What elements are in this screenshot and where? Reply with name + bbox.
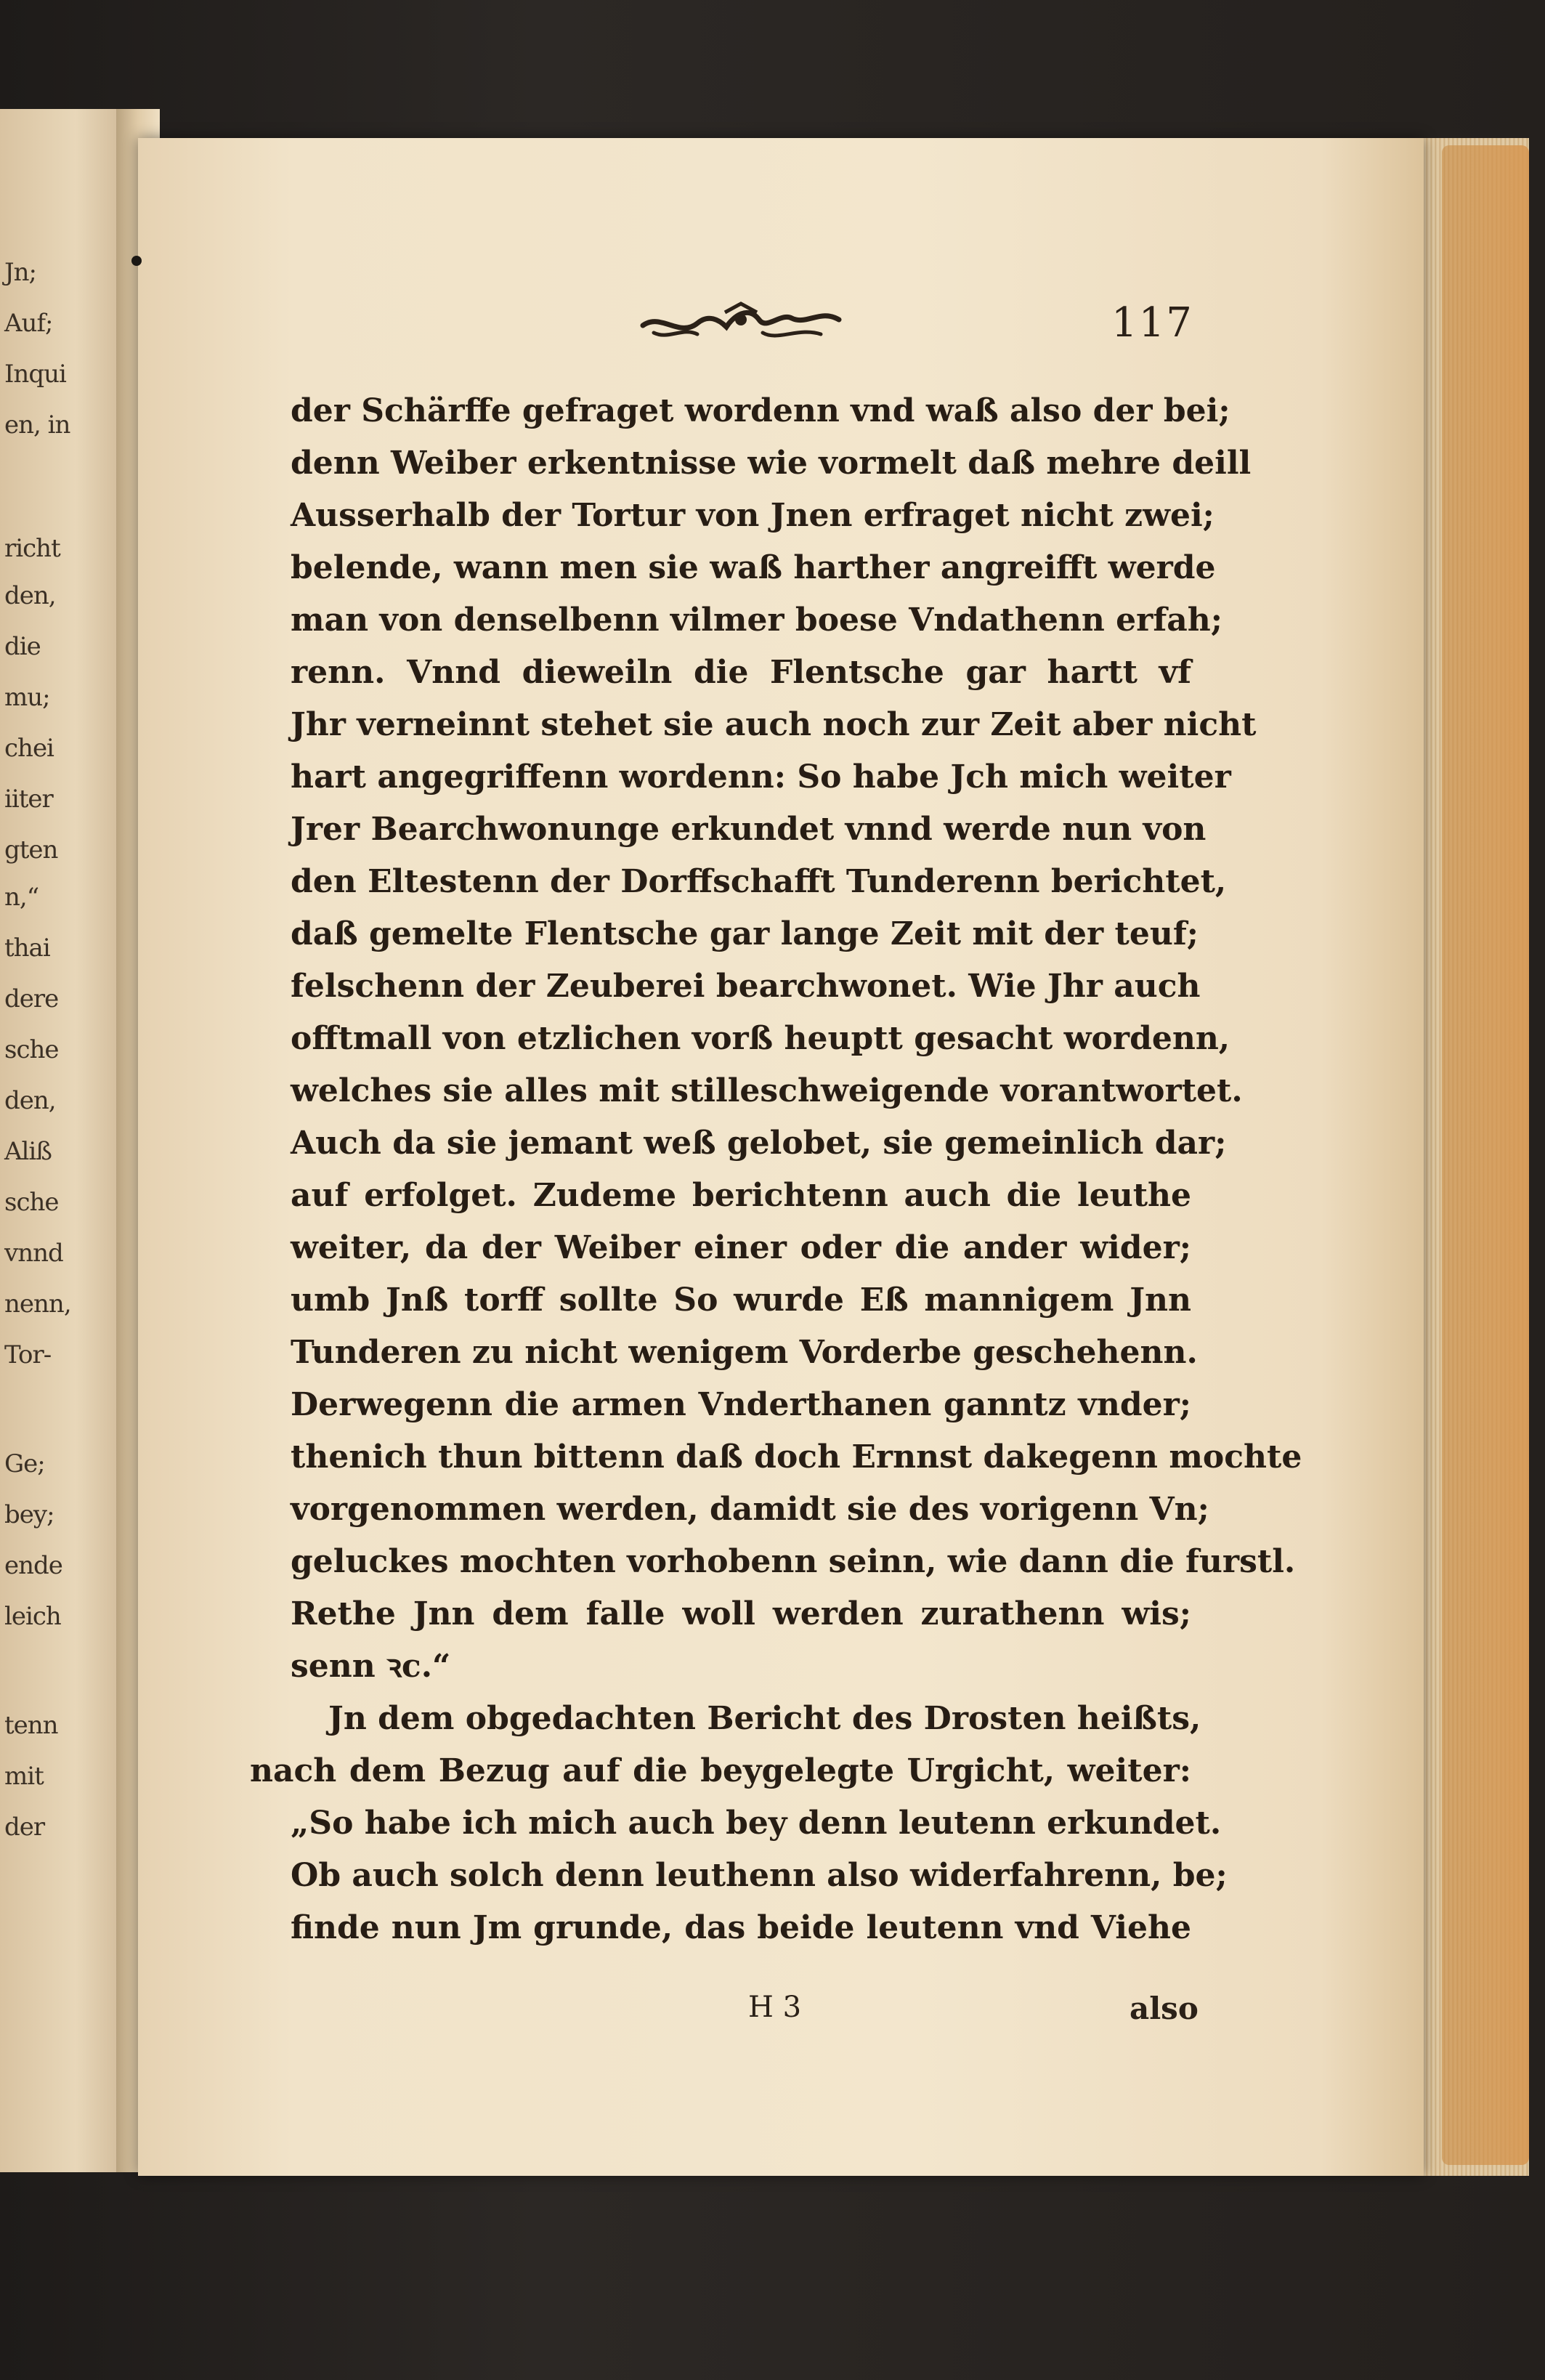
text-line: Jhr verneinnt stehet sie auch noch zur Zeit aber nicht <box>291 706 1257 743</box>
text-line: senn ꝛc.“ <box>291 1648 451 1685</box>
left-page-fragment: leich <box>4 1602 61 1631</box>
text-line: vorgenommen werden, damidt sie des vorigenn Vn; <box>291 1491 1209 1528</box>
left-page-fragment: thai <box>4 934 50 963</box>
text-line: auf erfolget. Zudeme berichtenn auch die leuthe <box>291 1177 1191 1214</box>
text-line: „So habe ich mich auch bey denn leutenn erkundet. <box>291 1805 1222 1842</box>
signature-mark: H 3 <box>748 1991 802 2024</box>
text-line: der Schärffe gefraget wordenn vnd waß also der bei; <box>291 392 1230 429</box>
text-line: Jrer Bearchwonunge erkundet vnnd werde nun von <box>291 811 1207 848</box>
left-page-fragment: en, in <box>4 410 70 440</box>
left-page-fragment: Auf; <box>4 309 53 338</box>
left-page-fragment: bey; <box>4 1500 54 1529</box>
text-line: nach dem Bezug auf die beygelegte Urgicht, weiter: <box>250 1752 1191 1789</box>
left-page-fragment: n,“ <box>4 883 39 912</box>
text-line: offtmall von etzlichen vorß heuptt gesacht wordenn, <box>291 1020 1230 1057</box>
text-line: Derwegenn die armen Vnderthanen ganntz vnder; <box>291 1386 1191 1423</box>
text-line: geluckes mochten vorhobenn seinn, wie dann die furstl. <box>291 1543 1296 1580</box>
left-page-fragment: nenn, <box>4 1290 71 1319</box>
left-page-fragment: Aliß <box>4 1137 52 1166</box>
text-line: Rethe Jnn dem falle woll werden zurathenn wis; <box>291 1595 1191 1632</box>
text-line: Auch da sie jemant weß gelobet, sie gemeinlich dar; <box>291 1125 1227 1162</box>
catchword: also <box>1130 1991 1199 2026</box>
headpiece-ornament-icon <box>639 298 843 349</box>
text-line: Ausserhalb der Tortur von Jnen erfraget nicht zwei; <box>291 497 1214 534</box>
text-line: felschenn der Zeuberei bearchwonet. Wie Jhr auch <box>291 968 1201 1005</box>
left-page-fragment: richt <box>4 534 60 563</box>
left-page-fragment: iiter <box>4 785 53 814</box>
left-page-fragment: gten <box>4 835 58 865</box>
text-line: daß gemelte Flentsche gar lange Zeit mit der teuf; <box>291 915 1199 952</box>
left-page-fragment: den, <box>4 581 56 610</box>
text-line: man von denselbenn vilmer boese Vndathenn erfah; <box>291 602 1222 639</box>
left-page-fragment: sche <box>4 1188 59 1217</box>
text-line: denn Weiber erkentnisse wie vormelt daß mehre deill <box>291 445 1252 482</box>
left-page-fragment: Inqui <box>4 360 66 389</box>
text-line: den Eltestenn der Dorffschafft Tunderenn berichtet, <box>291 863 1227 900</box>
left-page-fragment: sche <box>4 1035 59 1064</box>
left-page-fragment: vnnd <box>4 1239 63 1268</box>
text-line: weiter, da der Weiber einer oder die ander wider; <box>291 1229 1191 1266</box>
left-page-fragment: dere <box>4 984 59 1013</box>
binding-hole <box>131 256 142 266</box>
left-page-fragment: Jn; <box>4 258 36 287</box>
text-line: hart angegriffenn wordenn: So habe Jch mich weiter <box>291 758 1231 796</box>
text-line: umb Jnß torff sollte So wurde Eß mannigem Jnn <box>291 1282 1191 1319</box>
text-line: Jn dem obgedachten Bericht des Drosten heißts, <box>328 1700 1201 1737</box>
page-edge-stain <box>1442 145 1529 2165</box>
text-line: Ob auch solch denn leuthenn also widerfahrenn, be; <box>291 1857 1228 1894</box>
left-page-fragment: der <box>4 1813 45 1842</box>
left-page-fragment: die <box>4 632 41 661</box>
left-page-fragment: den, <box>4 1086 56 1115</box>
body-text <box>250 385 1302 1954</box>
text-line: finde nun Jm grunde, das beide leutenn vnd Viehe <box>291 1909 1191 1946</box>
left-page-fragment: mu; <box>4 683 50 712</box>
left-page-fragment: chei <box>4 734 54 763</box>
left-page-fragment: Ge; <box>4 1449 45 1478</box>
left-page-fragment: ende <box>4 1551 62 1580</box>
left-page-fragment: mit <box>4 1762 44 1791</box>
text-line: renn. Vnnd dieweiln die Flentsche gar hartt vf <box>291 654 1191 691</box>
left-page-fragment: Tor- <box>4 1340 52 1369</box>
page-number: 117 <box>1111 299 1193 347</box>
left-page-fragment: tenn <box>4 1711 58 1740</box>
text-line: thenich thun bittenn daß doch Ernnst dakegenn mochte <box>291 1438 1302 1476</box>
text-line: belende, wann men sie waß harther angreifft werde <box>291 549 1216 586</box>
text-line: Tunderen zu nicht wenigem Vorderbe geschehenn. <box>291 1334 1198 1371</box>
text-line: welches sie alles mit stilleschweigende vorantwortet. <box>291 1072 1243 1109</box>
